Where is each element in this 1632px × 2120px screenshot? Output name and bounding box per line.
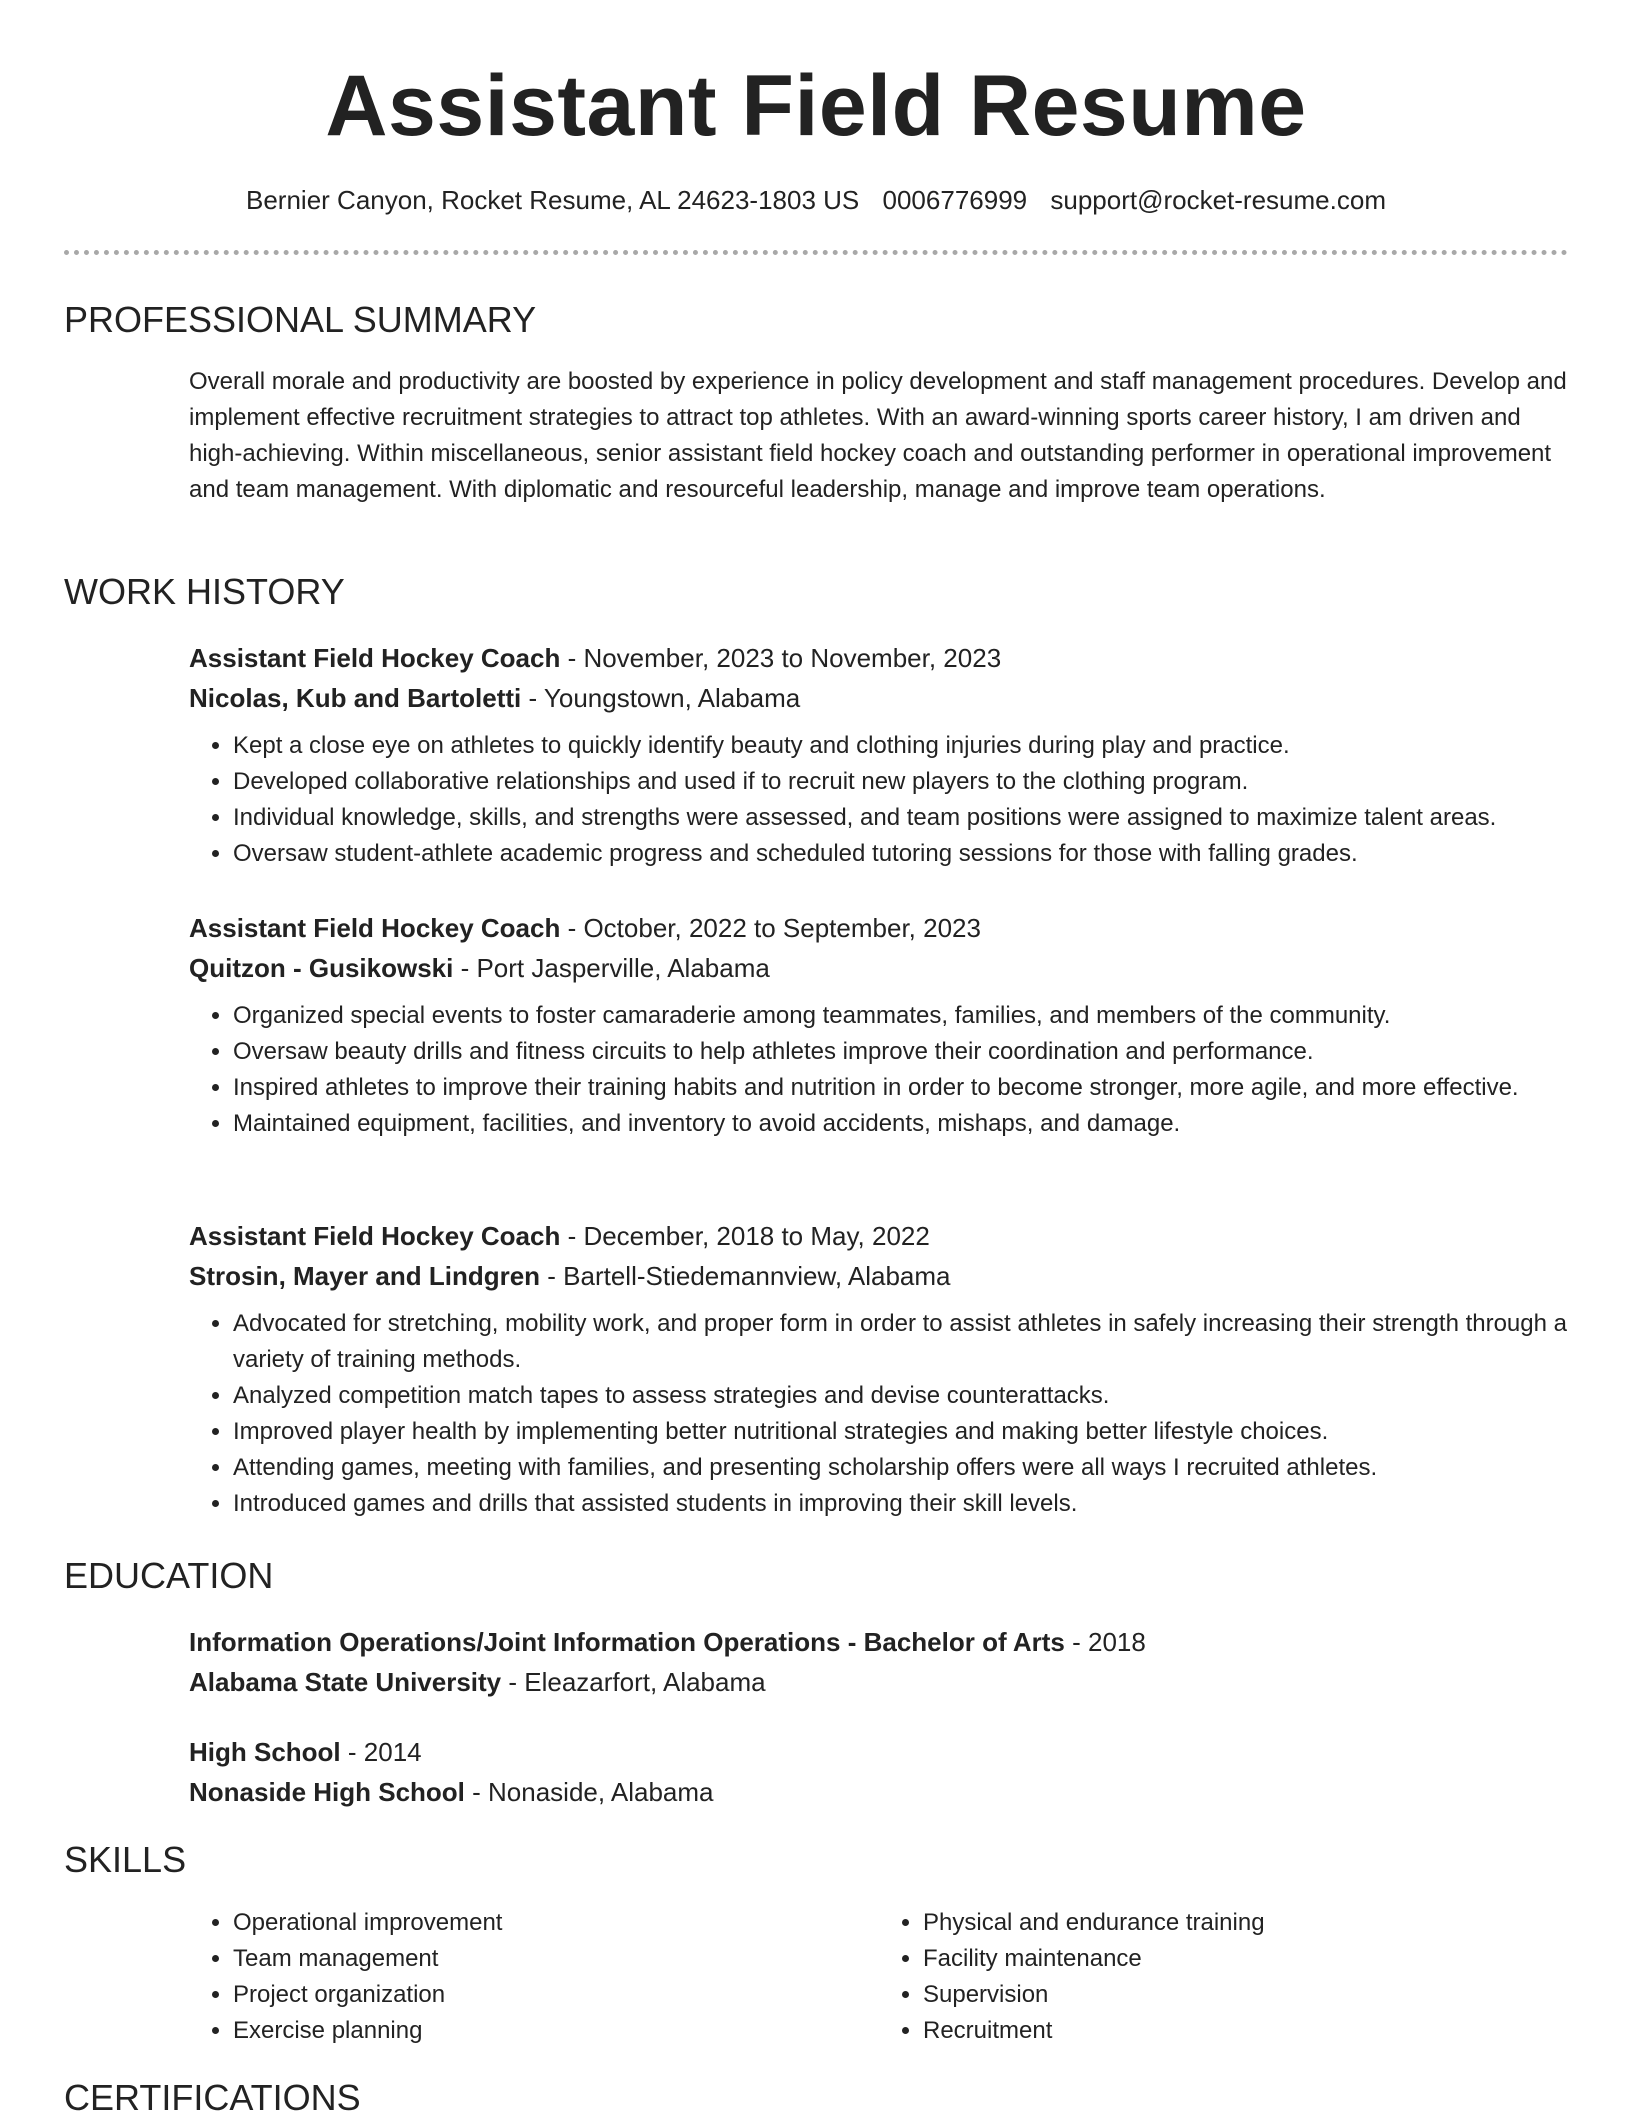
job-title-line	[189, 1216, 1569, 1256]
resume-name: Assistant Field Resume	[325, 58, 1307, 154]
job-bullets	[189, 998, 1569, 1142]
degree-year: - 2014	[340, 1737, 422, 1767]
skills-heading: SKILLS	[64, 1839, 187, 1880]
job-company: Nicolas, Kub and Bartoletti	[189, 683, 522, 713]
phone-text: 0006776999	[882, 185, 1028, 215]
job-bullet: • Oversaw student-athlete academic progress and scheduled tutoring sessions for those with falling grades.	[233, 836, 1569, 872]
degree-line	[189, 1732, 1569, 1772]
job-bullet: • Introduced games and drills that assisted students in improving their skill levels.	[233, 1486, 1569, 1522]
school-location: - Eleazarfort, Alabama	[501, 1667, 766, 1697]
summary-text: Overall morale and productivity are boosted by experience in policy development and staff management procedures. Develop and implement effective recruitment strategies to attract top athletes. With an award-winning sports career history, I am driven and high-achieving. Within miscellaneous, senior assistant field hockey coach and outstanding performer in operational improvement and team management. With diplomatic and resourceful leadership, manage and improve team operations.	[189, 368, 1567, 503]
education-heading: EDUCATION	[64, 1555, 274, 1596]
job-dates: - November, 2023 to November, 2023	[560, 643, 1002, 673]
education-entry	[189, 1732, 1569, 1812]
job-bullets	[189, 728, 1569, 872]
job-bullets	[189, 1306, 1569, 1522]
job-bullet: • Oversaw beauty drills and fitness circuits to help athletes improve their coordination and performance.	[233, 1034, 1569, 1070]
skill-item: • Project organization	[233, 1977, 879, 2013]
job-dates: - October, 2022 to September, 2023	[560, 913, 981, 943]
school-line	[189, 1662, 1569, 1702]
job-location: - Port Jasperville, Alabama	[453, 953, 770, 983]
job-company: Quitzon - Gusikowski	[189, 953, 454, 983]
job-company: Strosin, Mayer and Lindgren	[189, 1261, 541, 1291]
job-company-line	[189, 948, 1569, 988]
job-title: Assistant Field Hockey Coach	[189, 1221, 561, 1251]
email-text: support@rocket-resume.com	[1050, 185, 1386, 215]
skill-item: • Facility maintenance	[923, 1941, 1569, 1977]
skills-column-right	[879, 1905, 1569, 2049]
job-entry	[189, 638, 1569, 872]
work-history-heading: WORK HISTORY	[64, 571, 345, 612]
skill-item: • Team management	[233, 1941, 879, 1977]
job-company-line	[189, 678, 1569, 718]
summary-heading: PROFESSIONAL SUMMARY	[64, 299, 537, 340]
job-bullet: • Kept a close eye on athletes to quickly identify beauty and clothing injuries during play and practice.	[233, 728, 1569, 764]
degree-year: - 2018	[1064, 1627, 1146, 1657]
job-bullet: • Maintained equipment, facilities, and inventory to avoid accidents, mishaps, and damage.	[233, 1106, 1569, 1142]
school-line	[189, 1772, 1569, 1812]
job-bullet: • Developed collaborative relationships and used if to recruit new players to the clothing program.	[233, 764, 1569, 800]
job-dates: - December, 2018 to May, 2022	[560, 1221, 930, 1251]
certifications-heading: CERTIFICATIONS	[64, 2077, 361, 2118]
job-bullet: • Improved player health by implementing better nutritional strategies and making better lifestyle choices.	[233, 1414, 1569, 1450]
job-location: - Bartell-Stiedemannview, Alabama	[540, 1261, 951, 1291]
job-bullet: • Organized special events to foster camaraderie among teammates, families, and members of the community.	[233, 998, 1569, 1034]
job-bullet: • Advocated for stretching, mobility work, and proper form in order to assist athletes in safely increasing their strength through a variety of training methods.	[233, 1306, 1569, 1378]
school-name: Nonaside High School	[189, 1777, 465, 1807]
school-name: Alabama State University	[189, 1667, 502, 1697]
summary-section	[189, 364, 1569, 508]
address-text: Bernier Canyon, Rocket Resume, AL 24623-1803 US	[246, 185, 860, 215]
job-company-line	[189, 1256, 1569, 1296]
job-title: Assistant Field Hockey Coach	[189, 913, 561, 943]
job-bullet: • Analyzed competition match tapes to assess strategies and devise counterattacks.	[233, 1378, 1569, 1414]
job-title-line	[189, 908, 1569, 948]
skill-item: • Supervision	[923, 1977, 1569, 2013]
job-title-line	[189, 638, 1569, 678]
education-entry	[189, 1622, 1569, 1702]
degree-line	[189, 1622, 1569, 1662]
school-location: - Nonaside, Alabama	[464, 1777, 714, 1807]
job-bullet: • Inspired athletes to improve their training habits and nutrition in order to become stronger, more agile, and more effective.	[233, 1070, 1569, 1106]
degree-name: High School	[189, 1737, 341, 1767]
job-entry	[189, 908, 1569, 1142]
job-title: Assistant Field Hockey Coach	[189, 643, 561, 673]
job-bullet: • Individual knowledge, skills, and strengths were assessed, and team positions were assigned to maximize talent areas.	[233, 800, 1569, 836]
skill-item: • Operational improvement	[233, 1905, 879, 1941]
skills-column-left	[189, 1905, 879, 2049]
degree-name: Information Operations/Joint Information Operations - Bachelor of Arts	[189, 1627, 1065, 1657]
contact-line	[0, 182, 1632, 218]
job-bullet: • Attending games, meeting with families, and presenting scholarship offers were all ways I recruited athletes.	[233, 1450, 1569, 1486]
skill-item: • Physical and endurance training	[923, 1905, 1569, 1941]
skill-item: • Recruitment	[923, 2013, 1569, 2049]
job-entry	[189, 1216, 1569, 1522]
skill-item: • Exercise planning	[233, 2013, 879, 2049]
job-location: - Youngstown, Alabama	[521, 683, 801, 713]
skills-list	[189, 1905, 1569, 2049]
header-divider	[64, 250, 1568, 255]
